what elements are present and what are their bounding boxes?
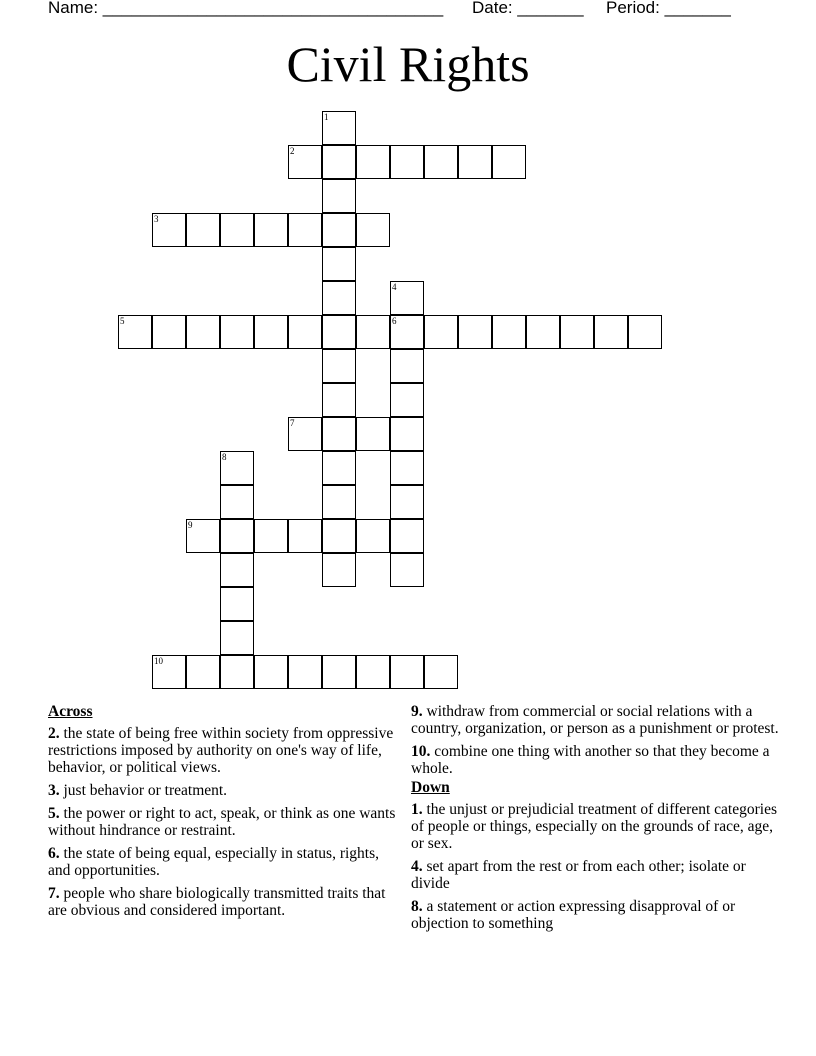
grid-cell[interactable] [594, 315, 628, 349]
grid-cell[interactable] [322, 111, 356, 145]
grid-cell[interactable] [288, 417, 322, 451]
clue-down-8: 8. a statement or action expressing disapproval of or objection to something [411, 898, 736, 932]
clue-number-label: 6 [392, 316, 397, 326]
grid-cell[interactable] [322, 417, 356, 451]
name-field[interactable]: Name: ____________________________________ [48, 0, 444, 17]
clue-across-6: 6. the state of being equal, especially in status, rights, and opportunities. [48, 845, 380, 879]
clue-number-label: 8 [222, 452, 227, 462]
clue-number-label: 5 [120, 316, 125, 326]
grid-cell[interactable] [322, 519, 356, 553]
grid-cell[interactable] [322, 315, 356, 349]
grid-cell[interactable] [560, 315, 594, 349]
grid-cell[interactable] [492, 315, 526, 349]
grid-cell[interactable] [152, 655, 186, 689]
grid-cell[interactable] [492, 145, 526, 179]
clue-number-label: 3 [154, 214, 159, 224]
grid-cell[interactable] [390, 281, 424, 315]
clue-number-label: 1 [324, 112, 329, 122]
down-heading: Down [411, 779, 450, 796]
grid-cell[interactable] [322, 179, 356, 213]
grid-cell[interactable] [356, 655, 390, 689]
clues-right-column [411, 703, 781, 938]
grid-cell[interactable] [390, 655, 424, 689]
grid-cell[interactable] [220, 553, 254, 587]
grid-cell[interactable] [390, 145, 424, 179]
grid-cell[interactable] [322, 553, 356, 587]
clue-number-label: 10 [154, 656, 163, 666]
clue-down-4: 4. set apart from the rest or from each other; isolate or divide [411, 858, 746, 892]
page-title: Civil Rights [286, 36, 530, 92]
grid-cell[interactable] [288, 315, 322, 349]
grid-cell[interactable] [288, 213, 322, 247]
grid-cell[interactable] [220, 485, 254, 519]
grid-cell[interactable] [390, 519, 424, 553]
grid-cell[interactable] [220, 315, 254, 349]
grid-cell[interactable] [254, 213, 288, 247]
grid-cell[interactable] [458, 315, 492, 349]
grid-cell[interactable] [220, 621, 254, 655]
grid-cell[interactable] [322, 383, 356, 417]
grid-cell[interactable] [152, 213, 186, 247]
grid-cell[interactable] [254, 315, 288, 349]
clue-across-10: 10. combine one thing with another so that they become a whole. [411, 743, 770, 777]
grid-cell[interactable] [186, 315, 220, 349]
grid-cell[interactable] [220, 213, 254, 247]
clue-across-9: 9. withdraw from commercial or social relations with a country, organization, or person as a punishment or protest. [411, 703, 779, 737]
grid-cell[interactable] [628, 315, 662, 349]
grid-cell[interactable] [254, 519, 288, 553]
grid-cell[interactable] [390, 451, 424, 485]
grid-cell[interactable] [186, 655, 220, 689]
grid-cell[interactable] [526, 315, 560, 349]
clue-across-3: 3. just behavior or treatment. [48, 782, 228, 799]
grid-cell[interactable] [390, 485, 424, 519]
clue-number-label: 9 [188, 520, 193, 530]
grid-cell[interactable] [322, 451, 356, 485]
grid-cell[interactable] [220, 519, 254, 553]
grid-cell[interactable] [356, 145, 390, 179]
grid-cell[interactable] [288, 145, 322, 179]
grid-cell[interactable] [186, 519, 220, 553]
grid-cell[interactable] [220, 451, 254, 485]
clue-across-7: 7. people who share biologically transmitted traits that are obvious and considered important. [48, 885, 386, 919]
grid-cell[interactable] [322, 655, 356, 689]
period-field[interactable]: Period: _______ [606, 0, 731, 17]
grid-cell[interactable] [356, 213, 390, 247]
clue-across-5: 5. the power or right to act, speak, or think as one wants without hindrance or restraint. [48, 805, 396, 839]
grid-cell[interactable] [220, 587, 254, 621]
clue-number-label: 7 [290, 418, 295, 428]
grid-cell[interactable] [424, 315, 458, 349]
grid-cell[interactable] [424, 145, 458, 179]
grid-cell[interactable] [322, 145, 356, 179]
grid-cell[interactable] [458, 145, 492, 179]
grid-cell[interactable] [322, 349, 356, 383]
grid-cell[interactable] [322, 213, 356, 247]
across-heading: Across [48, 703, 93, 720]
grid-cell[interactable] [322, 485, 356, 519]
clue-number-label: 4 [392, 282, 397, 292]
grid-cell[interactable] [390, 383, 424, 417]
clue-number-label: 2 [290, 146, 295, 156]
grid-cell[interactable] [254, 655, 288, 689]
grid-cell[interactable] [220, 655, 254, 689]
grid-cell[interactable] [356, 315, 390, 349]
grid-cell[interactable] [424, 655, 458, 689]
grid-cell[interactable] [390, 315, 424, 349]
clue-across-2: 2. the state of being free within society from oppressive restrictions imposed by authority on one's way of life, behavior, or political views. [48, 725, 394, 776]
grid-cell[interactable] [118, 315, 152, 349]
grid-cell[interactable] [186, 213, 220, 247]
grid-cell[interactable] [390, 553, 424, 587]
grid-cell[interactable] [152, 315, 186, 349]
grid-cell[interactable] [288, 519, 322, 553]
grid-cell[interactable] [390, 417, 424, 451]
grid-cell[interactable] [288, 655, 322, 689]
grid-cell[interactable] [322, 247, 356, 281]
date-field[interactable]: Date: _______ [472, 0, 584, 17]
clue-down-1: 1. the unjust or prejudicial treatment of different categories of people or things, especially on the grounds of race, age, or sex. [411, 801, 777, 852]
clues-left-column [48, 703, 398, 925]
grid-cell[interactable] [356, 417, 390, 451]
grid-cell[interactable] [356, 519, 390, 553]
grid-cell[interactable] [390, 349, 424, 383]
grid-cell[interactable] [322, 281, 356, 315]
